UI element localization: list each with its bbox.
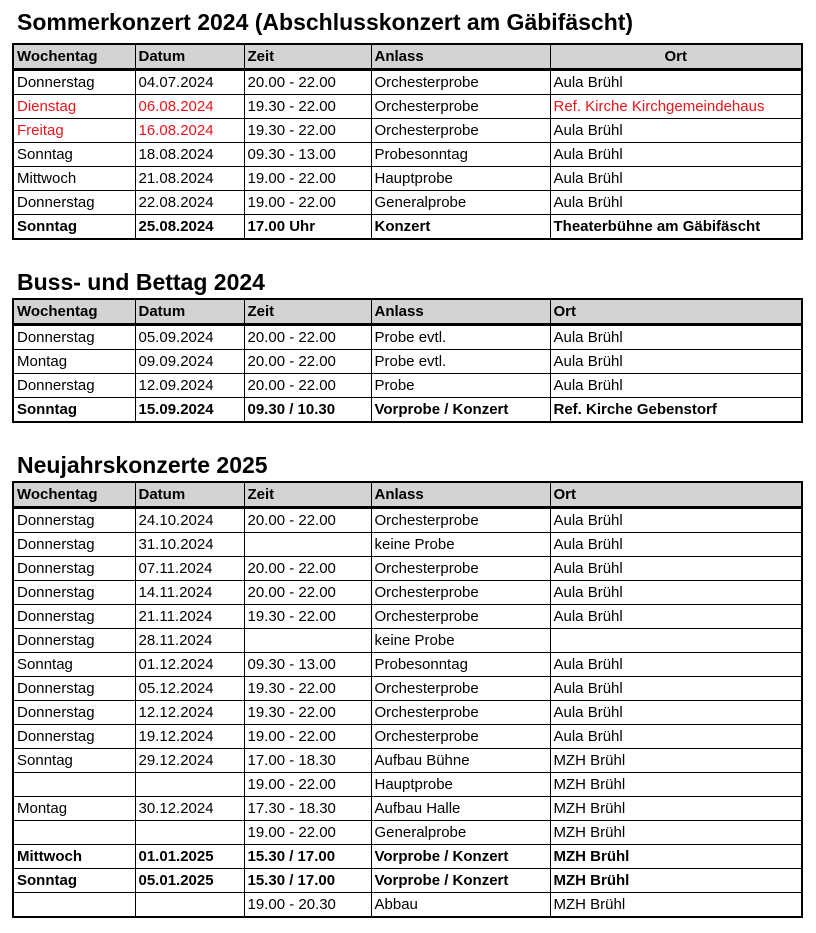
cell-ort: Aula Brühl: [550, 70, 802, 95]
cell-zeit: 17.00 - 18.30: [244, 749, 371, 773]
cell-wochentag: Donnerstag: [13, 325, 135, 350]
cell-datum: [135, 773, 244, 797]
cell-datum: 29.12.2024: [135, 749, 244, 773]
cell-anlass: Generalprobe: [371, 821, 550, 845]
table-row-highlighted: [13, 95, 802, 119]
cell-datum: 24.10.2024: [135, 508, 244, 533]
cell-datum: 30.12.2024: [135, 797, 244, 821]
schedule-table-neujahrskonzerte: [12, 481, 803, 918]
cell-ort: Aula Brühl: [550, 325, 802, 350]
cell-wochentag: Donnerstag: [13, 701, 135, 725]
cell-zeit: 09.30 / 10.30: [244, 398, 371, 423]
cell-wochentag: [13, 773, 135, 797]
cell-datum: 01.01.2025: [135, 845, 244, 869]
cell-wochentag: Montag: [13, 350, 135, 374]
cell-zeit: 19.00 - 20.30: [244, 893, 371, 918]
table-row-concert: [13, 398, 802, 423]
cell-anlass: Vorprobe / Konzert: [371, 398, 550, 423]
cell-anlass: Orchesterprobe: [371, 725, 550, 749]
table-row: [13, 374, 802, 398]
cell-zeit: 19.00 - 22.00: [244, 725, 371, 749]
cell-zeit: 19.30 - 22.00: [244, 605, 371, 629]
cell-ort: Aula Brühl: [550, 119, 802, 143]
table-row: [13, 350, 802, 374]
cell-zeit: 09.30 - 13.00: [244, 143, 371, 167]
col-header-ort: Ort: [550, 299, 802, 325]
table-row: [13, 821, 802, 845]
table-row: [13, 749, 802, 773]
cell-zeit: 19.30 - 22.00: [244, 701, 371, 725]
table-row: [13, 677, 802, 701]
cell-anlass: Orchesterprobe: [371, 605, 550, 629]
cell-datum: 22.08.2024: [135, 191, 244, 215]
cell-wochentag: Mittwoch: [13, 845, 135, 869]
table-row: [13, 533, 802, 557]
cell-datum: 12.09.2024: [135, 374, 244, 398]
col-header-datum: Datum: [135, 44, 244, 70]
cell-anlass: keine Probe: [371, 629, 550, 653]
col-header-wochentag: Wochentag: [13, 44, 135, 70]
cell-datum: 05.12.2024: [135, 677, 244, 701]
cell-anlass: Orchesterprobe: [371, 119, 550, 143]
cell-datum: 07.11.2024: [135, 557, 244, 581]
cell-wochentag: Donnerstag: [13, 677, 135, 701]
cell-ort: Aula Brühl: [550, 191, 802, 215]
cell-anlass: Generalprobe: [371, 191, 550, 215]
cell-wochentag: Mittwoch: [13, 167, 135, 191]
cell-ort: Theaterbühne am Gäbifäscht: [550, 215, 802, 240]
schedule-table-bettag: [12, 298, 803, 423]
col-header-ort: Ort: [550, 482, 802, 508]
cell-datum: [135, 893, 244, 918]
header-row: [13, 299, 802, 325]
cell-zeit: 19.30 - 22.00: [244, 95, 371, 119]
cell-zeit: 09.30 - 13.00: [244, 653, 371, 677]
table-row: [13, 581, 802, 605]
cell-datum: 21.08.2024: [135, 167, 244, 191]
cell-anlass: Probe evtl.: [371, 325, 550, 350]
cell-anlass: Aufbau Halle: [371, 797, 550, 821]
cell-wochentag: Sonntag: [13, 749, 135, 773]
cell-wochentag: Donnerstag: [13, 70, 135, 95]
col-header-zeit: Zeit: [244, 299, 371, 325]
table-row: [13, 797, 802, 821]
table-row: [13, 725, 802, 749]
cell-datum: 14.11.2024: [135, 581, 244, 605]
cell-datum: 15.09.2024: [135, 398, 244, 423]
cell-zeit: 19.00 - 22.00: [244, 821, 371, 845]
cell-zeit: 20.00 - 22.00: [244, 581, 371, 605]
cell-wochentag: Donnerstag: [13, 374, 135, 398]
table-row: [13, 629, 802, 653]
cell-ort: MZH Brühl: [550, 749, 802, 773]
cell-wochentag: Donnerstag: [13, 581, 135, 605]
table-row: [13, 557, 802, 581]
cell-anlass: keine Probe: [371, 533, 550, 557]
cell-anlass: Orchesterprobe: [371, 557, 550, 581]
cell-zeit: 15.30 / 17.00: [244, 845, 371, 869]
table-row: [13, 191, 802, 215]
cell-ort: MZH Brühl: [550, 821, 802, 845]
col-header-zeit: Zeit: [244, 482, 371, 508]
cell-ort: [550, 629, 802, 653]
cell-datum: 04.07.2024: [135, 70, 244, 95]
table-row: [13, 325, 802, 350]
header-row: [13, 482, 802, 508]
cell-zeit: 19.00 - 22.00: [244, 167, 371, 191]
cell-ort: Aula Brühl: [550, 533, 802, 557]
table-row-concert: [13, 845, 802, 869]
cell-ort: Aula Brühl: [550, 167, 802, 191]
table-row-highlighted: [13, 119, 802, 143]
cell-ort: MZH Brühl: [550, 797, 802, 821]
schedule-table-sommerkonzert: [12, 43, 803, 240]
cell-zeit: 15.30 / 17.00: [244, 869, 371, 893]
cell-anlass: Hauptprobe: [371, 773, 550, 797]
cell-ort: Aula Brühl: [550, 701, 802, 725]
cell-wochentag: Freitag: [13, 119, 135, 143]
cell-anlass: Vorprobe / Konzert: [371, 845, 550, 869]
cell-ort: Aula Brühl: [550, 374, 802, 398]
cell-anlass: Orchesterprobe: [371, 581, 550, 605]
cell-zeit: 20.00 - 22.00: [244, 508, 371, 533]
cell-wochentag: Donnerstag: [13, 605, 135, 629]
table-row: [13, 701, 802, 725]
table-row: [13, 508, 802, 533]
cell-zeit: 20.00 - 22.00: [244, 374, 371, 398]
cell-ort: MZH Brühl: [550, 845, 802, 869]
cell-datum: 01.12.2024: [135, 653, 244, 677]
cell-zeit: 20.00 - 22.00: [244, 325, 371, 350]
cell-zeit: 19.00 - 22.00: [244, 773, 371, 797]
cell-datum: 05.01.2025: [135, 869, 244, 893]
cell-zeit: 19.00 - 22.00: [244, 191, 371, 215]
cell-zeit: [244, 629, 371, 653]
cell-zeit: 20.00 - 22.00: [244, 350, 371, 374]
cell-datum: 31.10.2024: [135, 533, 244, 557]
cell-anlass: Konzert: [371, 215, 550, 240]
col-header-anlass: Anlass: [371, 482, 550, 508]
cell-anlass: Hauptprobe: [371, 167, 550, 191]
cell-zeit: 19.30 - 22.00: [244, 677, 371, 701]
cell-anlass: Orchesterprobe: [371, 70, 550, 95]
cell-ort: MZH Brühl: [550, 773, 802, 797]
col-header-anlass: Anlass: [371, 299, 550, 325]
cell-ort: MZH Brühl: [550, 869, 802, 893]
cell-wochentag: Montag: [13, 797, 135, 821]
cell-wochentag: Sonntag: [13, 398, 135, 423]
table-row-concert: [13, 215, 802, 240]
cell-ort: Aula Brühl: [550, 508, 802, 533]
col-header-wochentag: Wochentag: [13, 482, 135, 508]
cell-wochentag: Sonntag: [13, 143, 135, 167]
cell-anlass: Probe evtl.: [371, 350, 550, 374]
table-row: [13, 653, 802, 677]
cell-wochentag: Donnerstag: [13, 725, 135, 749]
cell-anlass: Abbau: [371, 893, 550, 918]
cell-anlass: Probe: [371, 374, 550, 398]
cell-wochentag: Donnerstag: [13, 533, 135, 557]
header-row: [13, 44, 802, 70]
cell-ort: Aula Brühl: [550, 653, 802, 677]
cell-anlass: Orchesterprobe: [371, 677, 550, 701]
col-header-datum: Datum: [135, 482, 244, 508]
cell-ort: Aula Brühl: [550, 605, 802, 629]
cell-datum: 18.08.2024: [135, 143, 244, 167]
cell-datum: 19.12.2024: [135, 725, 244, 749]
cell-zeit: [244, 533, 371, 557]
cell-zeit: 19.30 - 22.00: [244, 119, 371, 143]
section-title-bettag: Buss- und Bettag 2024: [17, 269, 265, 295]
cell-ort: Ref. Kirche Kirchgemeindehaus: [550, 95, 802, 119]
table-row: [13, 893, 802, 918]
table-row: [13, 143, 802, 167]
cell-anlass: Aufbau Bühne: [371, 749, 550, 773]
cell-ort: Aula Brühl: [550, 677, 802, 701]
cell-wochentag: Donnerstag: [13, 557, 135, 581]
cell-wochentag: Donnerstag: [13, 508, 135, 533]
table-row: [13, 70, 802, 95]
table-row-concert: [13, 869, 802, 893]
section-title-sommerkonzert: Sommerkonzert 2024 (Abschlusskonzert am Gäbifäscht): [17, 9, 634, 35]
cell-datum: 09.09.2024: [135, 350, 244, 374]
cell-anlass: Orchesterprobe: [371, 508, 550, 533]
cell-ort: Aula Brühl: [550, 581, 802, 605]
cell-zeit: 17.30 - 18.30: [244, 797, 371, 821]
col-header-anlass: Anlass: [371, 44, 550, 70]
table-row: [13, 605, 802, 629]
table-row: [13, 773, 802, 797]
cell-wochentag: Sonntag: [13, 869, 135, 893]
col-header-datum: Datum: [135, 299, 244, 325]
cell-datum: 16.08.2024: [135, 119, 244, 143]
cell-datum: 05.09.2024: [135, 325, 244, 350]
cell-zeit: 20.00 - 22.00: [244, 557, 371, 581]
cell-wochentag: Donnerstag: [13, 191, 135, 215]
cell-ort: Aula Brühl: [550, 557, 802, 581]
cell-zeit: 20.00 - 22.00: [244, 70, 371, 95]
cell-ort: Aula Brühl: [550, 143, 802, 167]
cell-zeit: 17.00 Uhr: [244, 215, 371, 240]
cell-datum: 12.12.2024: [135, 701, 244, 725]
cell-datum: 21.11.2024: [135, 605, 244, 629]
col-header-zeit: Zeit: [244, 44, 371, 70]
cell-anlass: Probesonntag: [371, 653, 550, 677]
cell-wochentag: [13, 821, 135, 845]
col-header-wochentag: Wochentag: [13, 299, 135, 325]
cell-anlass: Probesonntag: [371, 143, 550, 167]
cell-wochentag: Sonntag: [13, 215, 135, 240]
cell-wochentag: Sonntag: [13, 653, 135, 677]
cell-datum: [135, 821, 244, 845]
section-title-neujahrskonzerte: Neujahrskonzerte 2025: [17, 452, 268, 478]
cell-anlass: Orchesterprobe: [371, 95, 550, 119]
cell-anlass: Vorprobe / Konzert: [371, 869, 550, 893]
cell-ort: Aula Brühl: [550, 350, 802, 374]
cell-wochentag: Dienstag: [13, 95, 135, 119]
cell-wochentag: Donnerstag: [13, 629, 135, 653]
cell-datum: 28.11.2024: [135, 629, 244, 653]
cell-wochentag: [13, 893, 135, 918]
cell-ort: Ref. Kirche Gebenstorf: [550, 398, 802, 423]
cell-ort: Aula Brühl: [550, 725, 802, 749]
cell-anlass: Orchesterprobe: [371, 701, 550, 725]
cell-ort: MZH Brühl: [550, 893, 802, 918]
col-header-ort: Ort: [550, 44, 802, 70]
cell-datum: 06.08.2024: [135, 95, 244, 119]
cell-datum: 25.08.2024: [135, 215, 244, 240]
table-row: [13, 167, 802, 191]
